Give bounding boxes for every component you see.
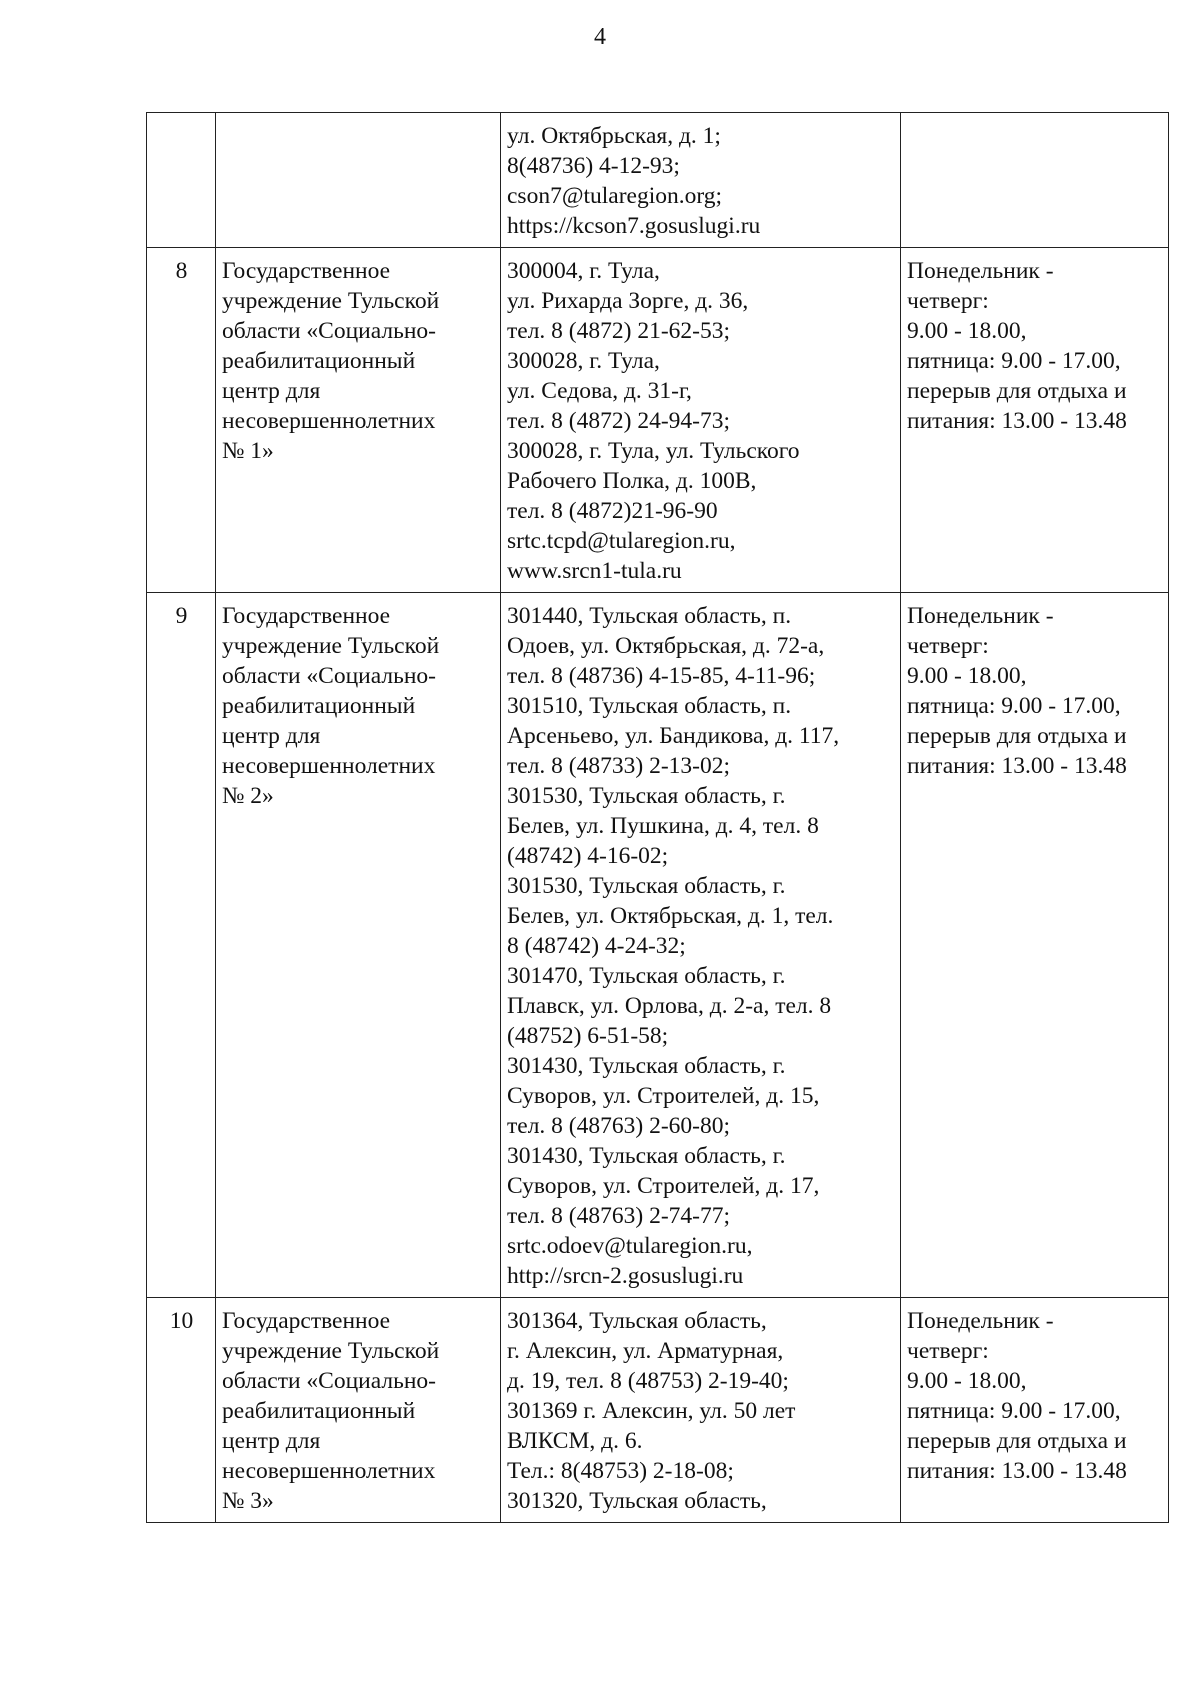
address-line: 301430, Тульская область, г. <box>507 1053 786 1079</box>
address-line: ул. Октябрьская, д. 1; <box>507 123 721 149</box>
page-number: 4 <box>594 24 606 50</box>
address-line: Суворов, ул. Строителей, д. 15, <box>507 1083 820 1109</box>
schedule-line: четверг: <box>907 633 989 659</box>
address-cell <box>501 113 901 248</box>
institutions-table <box>146 112 1169 1523</box>
organization-cell <box>216 113 501 248</box>
schedule-cell <box>901 248 1169 593</box>
schedule-line: четверг: <box>907 288 989 314</box>
address-line: тел. 8 (48736) 4-15-85, 4-11-96; <box>507 663 816 689</box>
schedule-line: 9.00 - 18.00, <box>907 663 1027 689</box>
address-line: д. 19, тел. 8 (48753) 2-19-40; <box>507 1368 789 1394</box>
address-line: https://kcson7.gosuslugi.ru <box>507 213 761 239</box>
address-line: 8 (48742) 4-24-32; <box>507 933 686 959</box>
organization-line: № 3» <box>222 1488 274 1514</box>
address-line: Рабочего Полка, д. 100В, <box>507 468 757 494</box>
address-line: г. Алексин, ул. Арматурная, <box>507 1338 784 1364</box>
schedule-line: четверг: <box>907 1338 989 1364</box>
schedule-line: перерыв для отдыха и <box>907 1428 1127 1454</box>
schedule-line: перерыв для отдыха и <box>907 378 1127 404</box>
table-row <box>147 113 1169 248</box>
organization-line: несовершеннолетних <box>222 753 436 779</box>
address-line: Арсеньево, ул. Бандикова, д. 117, <box>507 723 840 749</box>
address-line: http://srcn-2.gosuslugi.ru <box>507 1263 744 1289</box>
table-row <box>147 593 1169 1298</box>
organization-line: несовершеннолетних <box>222 408 436 434</box>
address-line: 300028, г. Тула, ул. Тульского <box>507 438 800 464</box>
schedule-line: перерыв для отдыха и <box>907 723 1127 749</box>
address-line: Плавск, ул. Орлова, д. 2-а, тел. 8 <box>507 993 832 1019</box>
address-line: тел. 8 (4872)21-96-90 <box>507 498 718 524</box>
address-line: 301364, Тульская область, <box>507 1308 767 1334</box>
organization-line: Государственное <box>222 258 391 284</box>
organization-line: реабилитационный <box>222 693 416 719</box>
organization-line: области «Социально- <box>222 1368 436 1394</box>
address-line: тел. 8 (4872) 24-94-73; <box>507 408 731 434</box>
address-line: ул. Рихарда Зорге, д. 36, <box>507 288 749 314</box>
table-row <box>147 1298 1169 1523</box>
table-body <box>147 113 1169 1523</box>
address-line: тел. 8 (48733) 2-13-02; <box>507 753 731 779</box>
schedule-line: пятница: 9.00 - 17.00, <box>907 1398 1121 1424</box>
address-line: ВЛКСМ, д. 6. <box>507 1428 643 1454</box>
organization-line: № 1» <box>222 438 274 464</box>
address-line: 301530, Тульская область, г. <box>507 873 786 899</box>
address-line: srtc.odoev@tularegion.ru, <box>507 1233 753 1259</box>
organization-line: учреждение Тульской <box>222 633 440 659</box>
address-line: 300028, г. Тула, <box>507 348 660 374</box>
address-line: Белев, ул. Октябрьская, д. 1, тел. <box>507 903 834 929</box>
table-row <box>147 248 1169 593</box>
organization-cell <box>216 593 501 1298</box>
address-line: тел. 8 (48763) 2-74-77; <box>507 1203 731 1229</box>
address-cell <box>501 248 901 593</box>
address-line: тел. 8 (4872) 21-62-53; <box>507 318 731 344</box>
address-line: 301430, Тульская область, г. <box>507 1143 786 1169</box>
address-line: www.srcn1-tula.ru <box>507 558 682 584</box>
organization-line: Государственное <box>222 1308 391 1334</box>
organization-line: № 2» <box>222 783 274 809</box>
organization-line: области «Социально- <box>222 318 436 344</box>
organization-line: области «Социально- <box>222 663 436 689</box>
address-line: ул. Седова, д. 31-г, <box>507 378 692 404</box>
schedule-line: 9.00 - 18.00, <box>907 318 1027 344</box>
address-line: 301470, Тульская область, г. <box>507 963 786 989</box>
organization-line: Государственное <box>222 603 391 629</box>
organization-line: центр для <box>222 1428 321 1454</box>
address-line: (48742) 4-16-02; <box>507 843 669 869</box>
organization-line: центр для <box>222 378 321 404</box>
address-line: 301320, Тульская область, <box>507 1488 767 1514</box>
address-line: 301440, Тульская область, п. <box>507 603 792 629</box>
address-line: тел. 8 (48763) 2-60-80; <box>507 1113 731 1139</box>
schedule-line: питания: 13.00 - 13.48 <box>907 1458 1127 1484</box>
address-line: Суворов, ул. Строителей, д. 17, <box>507 1173 820 1199</box>
address-line: Одоев, ул. Октябрьская, д. 72-а, <box>507 633 825 659</box>
row-number: 10 <box>147 1298 216 1523</box>
schedule-cell <box>901 113 1169 248</box>
organization-line: учреждение Тульской <box>222 1338 440 1364</box>
address-line: 301369 г. Алексин, ул. 50 лет <box>507 1398 796 1424</box>
address-line: srtc.tcpd@tularegion.ru, <box>507 528 736 554</box>
organization-line: несовершеннолетних <box>222 1458 436 1484</box>
schedule-line: пятница: 9.00 - 17.00, <box>907 693 1121 719</box>
address-cell <box>501 1298 901 1523</box>
address-line: Тел.: 8(48753) 2-18-08; <box>507 1458 734 1484</box>
organization-cell <box>216 248 501 593</box>
organization-line: реабилитационный <box>222 348 416 374</box>
row-number <box>147 113 216 248</box>
address-line: 8(48736) 4-12-93; <box>507 153 680 179</box>
address-line: cson7@tularegion.org; <box>507 183 723 209</box>
schedule-cell <box>901 1298 1169 1523</box>
schedule-line: Понедельник - <box>907 603 1054 629</box>
organization-line: учреждение Тульской <box>222 288 440 314</box>
address-line: 301530, Тульская область, г. <box>507 783 786 809</box>
schedule-line: пятница: 9.00 - 17.00, <box>907 348 1121 374</box>
schedule-line: Понедельник - <box>907 1308 1054 1334</box>
schedule-line: питания: 13.00 - 13.48 <box>907 753 1127 779</box>
row-number: 8 <box>147 248 216 593</box>
organization-line: реабилитационный <box>222 1398 416 1424</box>
schedule-cell <box>901 593 1169 1298</box>
address-cell <box>501 593 901 1298</box>
address-line: 301510, Тульская область, п. <box>507 693 792 719</box>
address-line: (48752) 6-51-58; <box>507 1023 669 1049</box>
address-line: Белев, ул. Пушкина, д. 4, тел. 8 <box>507 813 819 839</box>
schedule-line: питания: 13.00 - 13.48 <box>907 408 1127 434</box>
row-number: 9 <box>147 593 216 1298</box>
organization-line: центр для <box>222 723 321 749</box>
organization-cell <box>216 1298 501 1523</box>
schedule-line: 9.00 - 18.00, <box>907 1368 1027 1394</box>
schedule-line: Понедельник - <box>907 258 1054 284</box>
address-line: 300004, г. Тула, <box>507 258 660 284</box>
